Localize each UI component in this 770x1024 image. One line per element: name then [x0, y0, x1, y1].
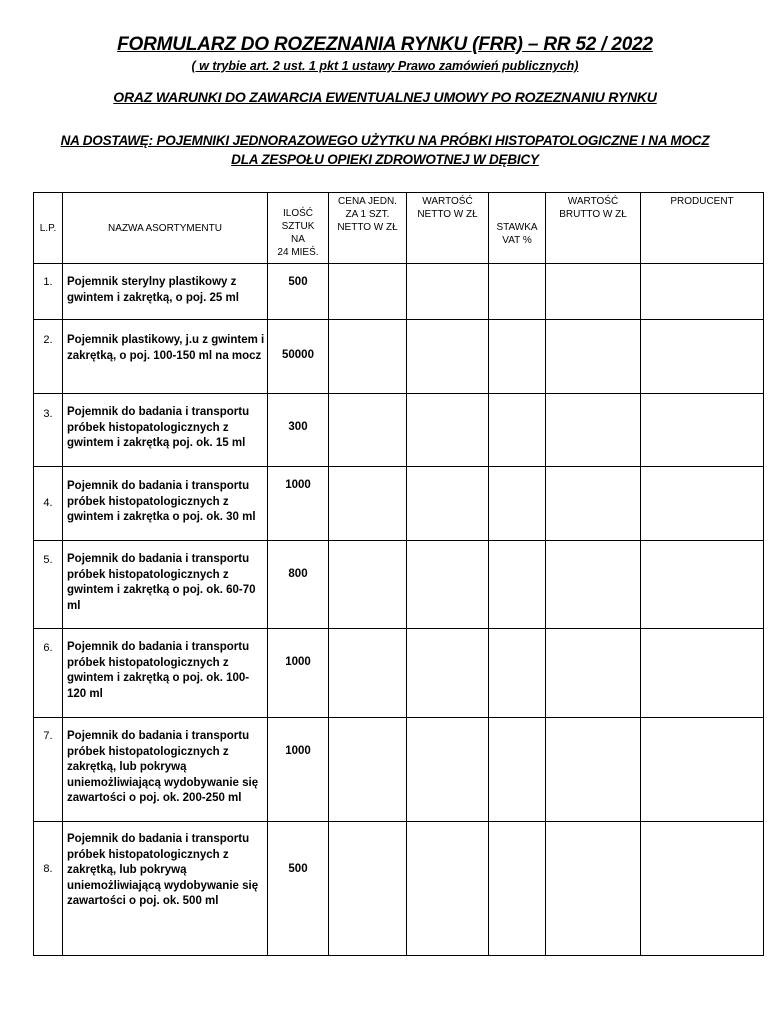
row-name-text: Pojemnik do badania i transportu próbek histopatologicznych z zakrętką, lub pokrywą uniemożliwiającą wydobywanie się zawartości o poj. ok. 500 ml: [67, 833, 259, 907]
row-vat-cell[interactable]: [489, 541, 546, 629]
row-net-value-cell[interactable]: [407, 822, 489, 956]
col-producer-header: PRODUCENT: [641, 193, 764, 264]
row-producer-cell[interactable]: [641, 541, 764, 629]
row-name: [63, 541, 268, 629]
row-lp: [34, 822, 63, 956]
row-vat-cell[interactable]: [489, 718, 546, 822]
form-subtitle: ( w trybie art. 2 ust. 1 pkt 1 ustawy Prawo zamówień publicznych): [191, 59, 579, 73]
col-qty-header-line: NA: [291, 234, 305, 245]
row-name: [63, 718, 268, 822]
row-unit-price-cell[interactable]: [329, 394, 407, 467]
row-lp-text: 1.: [43, 276, 53, 288]
row-vat-cell[interactable]: [489, 629, 546, 718]
row-producer-cell[interactable]: [641, 718, 764, 822]
row-lp-text: 8.: [43, 863, 53, 875]
row-qty-text: 1000: [285, 479, 311, 491]
col-price-header-line: ZA 1 SZT.: [345, 209, 390, 220]
row-vat-cell[interactable]: [489, 822, 546, 956]
row-lp-text: 5.: [43, 554, 53, 566]
row-qty-text: 800: [288, 568, 308, 580]
row-gross-value-cell[interactable]: [546, 718, 641, 822]
col-net-header-line: NETTO W ZŁ: [417, 209, 478, 220]
row-gross-value-cell[interactable]: [546, 467, 641, 541]
row-qty: [268, 467, 329, 541]
row-gross-value-cell[interactable]: [546, 394, 641, 467]
row-net-value-cell[interactable]: [407, 718, 489, 822]
row-lp-text: 7.: [43, 730, 53, 742]
row-lp: [34, 320, 63, 394]
conditions-heading: ORAZ WARUNKI DO ZAWARCIA EWENTUALNEJ UMOWY PO ROZEZNANIU RYNKU: [113, 89, 657, 105]
row-gross-value-cell[interactable]: [546, 629, 641, 718]
col-lp-header: L.P.: [34, 193, 63, 264]
col-qty-header-line: 24 MIEŚ.: [277, 247, 319, 258]
col-name-header: NAZWA ASORTYMENTU: [63, 193, 268, 264]
row-qty: [268, 394, 329, 467]
row-qty-text: 500: [288, 276, 308, 288]
col-net-value-header: [407, 193, 489, 264]
row-name: [63, 394, 268, 467]
row-qty: [268, 320, 329, 394]
row-name-text: Pojemnik do badania i transportu próbek histopatologicznych z gwintem i zakrętka o poj. ok. 30 ml: [67, 480, 256, 523]
row-net-value-cell[interactable]: [407, 264, 489, 320]
row-gross-value-cell[interactable]: [546, 541, 641, 629]
row-producer-cell[interactable]: [641, 264, 764, 320]
col-qty-header-line: SZTUK: [281, 221, 315, 232]
row-qty: [268, 264, 329, 320]
row-name-text: Pojemnik do badania i transportu próbek histopatologicznych z zakrętką, lub pokrywą uniemożliwiającą wydobywanie się zawartości o poj. ok. 200-250 ml: [67, 730, 259, 804]
row-lp: [34, 264, 63, 320]
col-price-header-line: NETTO W ZŁ: [337, 222, 398, 233]
row-name: [63, 264, 268, 320]
table-row: [34, 467, 764, 541]
row-qty: [268, 822, 329, 956]
row-name-text: Pojemnik plastikowy, j.u z gwintem i zakrętką, o poj. 100-150 ml na mocz: [67, 334, 265, 362]
col-vat-header-line: STAWKA: [496, 222, 538, 233]
row-lp-text: 2.: [43, 334, 53, 346]
table-row: [34, 264, 764, 320]
row-qty-text: 1000: [285, 656, 311, 668]
col-qty-header-line: ILOŚĆ: [282, 208, 313, 219]
table-row: [34, 718, 764, 822]
table-row: [34, 629, 764, 718]
row-unit-price-cell[interactable]: [329, 822, 407, 956]
col-vat-header: [489, 193, 546, 264]
row-gross-value-cell[interactable]: [546, 822, 641, 956]
table-row: [34, 394, 764, 467]
table-row: [34, 822, 764, 956]
table-header-row: [34, 193, 764, 264]
col-net-header-line: WARTOŚĆ: [422, 196, 473, 207]
row-producer-cell[interactable]: [641, 320, 764, 394]
row-lp-text: 6.: [43, 642, 53, 654]
row-name: [63, 467, 268, 541]
col-gross-value-header: [546, 193, 641, 264]
subject-line-2: DLA ZESPOŁU OPIEKI ZDROWOTNEJ W DĘBICY: [231, 152, 539, 167]
row-qty: [268, 718, 329, 822]
row-name-text: Pojemnik do badania i transportu próbek histopatologicznych z gwintem i zakrętką o poj. ok. 60-70 ml: [67, 553, 256, 612]
row-lp: [34, 718, 63, 822]
col-qty-header: [268, 193, 329, 264]
row-lp: [34, 629, 63, 718]
row-lp: [34, 541, 63, 629]
row-name: [63, 320, 268, 394]
table-row: [34, 541, 764, 629]
row-vat-cell[interactable]: [489, 264, 546, 320]
row-producer-cell[interactable]: [641, 394, 764, 467]
row-producer-cell[interactable]: [641, 822, 764, 956]
row-name: [63, 629, 268, 718]
row-net-value-cell[interactable]: [407, 467, 489, 541]
row-gross-value-cell[interactable]: [546, 264, 641, 320]
table-row: [34, 320, 764, 394]
row-producer-cell[interactable]: [641, 467, 764, 541]
row-unit-price-cell[interactable]: [329, 264, 407, 320]
row-qty-text: 50000: [282, 349, 314, 361]
offer-table: [33, 192, 764, 956]
col-unit-price-header: [329, 193, 407, 264]
row-qty-text: 300: [288, 421, 308, 433]
row-name-text: Pojemnik sterylny plastikowy z gwintem i zakrętką, o poj. 25 ml: [67, 276, 239, 304]
row-qty: [268, 541, 329, 629]
row-net-value-cell[interactable]: [407, 629, 489, 718]
row-net-value-cell[interactable]: [407, 541, 489, 629]
form-title: FORMULARZ DO ROZEZNANIA RYNKU (FRR) – RR 52 / 2022: [117, 34, 653, 55]
row-net-value-cell[interactable]: [407, 320, 489, 394]
row-unit-price-cell[interactable]: [329, 320, 407, 394]
col-gross-header-line: BRUTTO W ZŁ: [559, 209, 627, 220]
col-vat-header-line: VAT %: [502, 235, 532, 246]
row-unit-price-cell[interactable]: [329, 467, 407, 541]
col-price-header-line: CENA JEDN.: [338, 196, 397, 207]
row-lp: [34, 467, 63, 541]
row-vat-cell[interactable]: [489, 467, 546, 541]
row-unit-price-cell[interactable]: [329, 541, 407, 629]
col-gross-header-line: WARTOŚĆ: [567, 196, 619, 207]
row-unit-price-cell[interactable]: [329, 718, 407, 822]
row-name-text: Pojemnik do badania i transportu próbek histopatologicznych z gwintem i zakrętką o poj. ok. 100-120 ml: [67, 641, 250, 700]
row-producer-cell[interactable]: [641, 629, 764, 718]
row-lp: [34, 394, 63, 467]
row-unit-price-cell[interactable]: [329, 629, 407, 718]
row-name-text: Pojemnik do badania i transportu próbek histopatologicznych z gwintem i zakrętką poj. ok. 15 ml: [67, 406, 250, 449]
subject-line-1: NA DOSTAWĘ: POJEMNIKI JEDNORAZOWEGO UŻYTKU NA PRÓBKI HISTOPATOLOGICZNE I NA MOCZ: [60, 133, 710, 148]
row-qty: [268, 629, 329, 718]
row-qty-text: 1000: [285, 745, 311, 757]
row-name: [63, 822, 268, 956]
row-gross-value-cell[interactable]: [546, 320, 641, 394]
row-vat-cell[interactable]: [489, 320, 546, 394]
row-net-value-cell[interactable]: [407, 394, 489, 467]
row-lp-text: 3.: [43, 408, 53, 420]
row-lp-text: 4.: [43, 497, 53, 509]
row-qty-text: 500: [288, 863, 308, 875]
row-vat-cell[interactable]: [489, 394, 546, 467]
